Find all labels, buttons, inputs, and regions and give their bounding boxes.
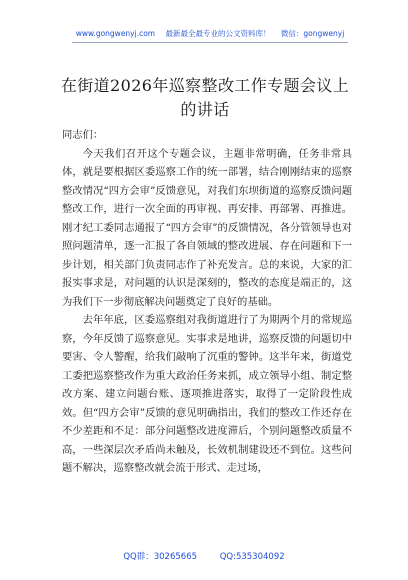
site-link[interactable]: www.gongwenyj.com (75, 29, 156, 38)
body-paragraph: 今天我们召开这个专题会议，主题非常明确，任务非常具体，就是要根据区委巡察工作的统一部署，结合刚刚结束的巡察整改情况“四方会审”反馈意见，对我们东坝街道的巡察反馈问题整改工作，进行一次全面的再审视、再安排、再部署、再推进。刚才纪工委同志通报了“四方会审”的反馈情况，各分管领导也对照问题清单，逐一汇报了各自领域的整改进展、存在问题和下一步计划，相关部门负责同志作了补充发言。总的来说，大家的汇报实事求是，对问题的认识是深刻的，整改的态度是端正的，这为我们下一步彻底解决问题奠定了良好的基础。 (62, 147, 352, 308)
page-footer (0, 550, 408, 562)
page-header (70, 29, 350, 39)
footer-qq: QQ:535304092 (219, 552, 285, 562)
header-wechat: 微信：gongwenyj (280, 29, 345, 38)
footer-qq-group: QQ群：30265665 (123, 552, 198, 562)
document-body (62, 126, 352, 478)
document-title: 在街道2026年巡察整改工作专题会议上的讲话 (60, 76, 350, 119)
header-slogan: 最新最全最专业的公文资料库！ (165, 29, 271, 38)
body-paragraph: 去年年底，区委巡察组对我街道进行了为期两个月的常规巡察，今年反馈了巡察意见。实事求是地讲，巡察反馈的问题切中要害、令人警醒，给我们敲响了沉重的警钟。这半年来，街道党工委把巡察整改作为重大政治任务来抓，成立领导小组、制定整改方案、建立问题台账、逐项推进落实，取得了一定阶段性成效。但“四方会审”反馈的意见明确指出，我们的整改工作还存在不少差距和不足：部分问题整改进度滞后，个别问题整改质量不高，一些深层次矛盾尚未触及，长效机制建设还不到位。这些问题不解决，巡察整改就会流于形式、走过场， (62, 314, 352, 474)
header-divider (72, 42, 348, 43)
salutation: 同志们： (62, 129, 104, 141)
